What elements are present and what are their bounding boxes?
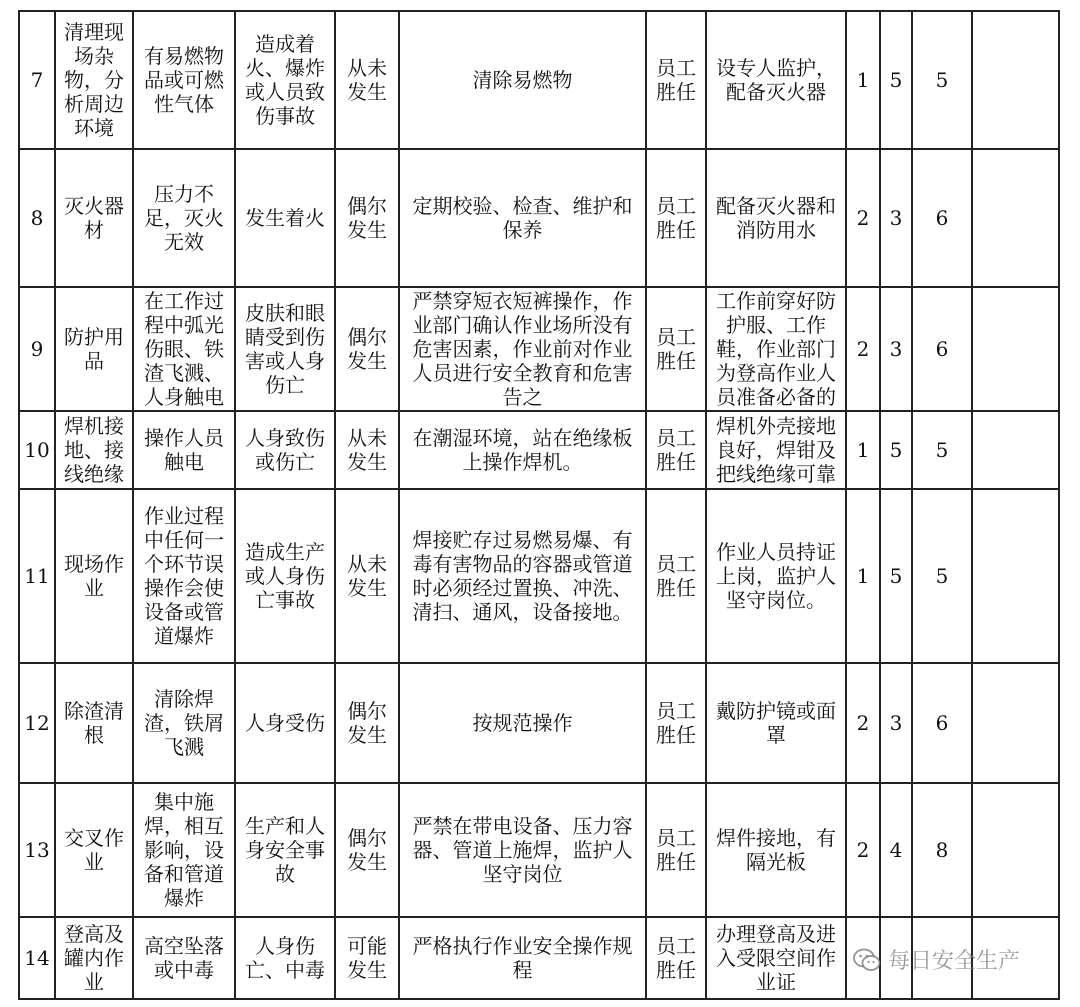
work-item: 清理现场杂物，分析周边环境	[55, 11, 133, 149]
hazard	[133, 287, 235, 411]
control-measures	[706, 287, 846, 411]
control-measures: 焊件接地，有隔光板	[706, 783, 846, 917]
work-item: 焊机接地、接线绝缘	[55, 411, 133, 489]
likelihood-value	[846, 917, 880, 999]
empty-cell	[972, 11, 1059, 149]
empty-cell	[972, 149, 1059, 287]
consequence: 人身受伤	[235, 663, 335, 783]
hazard: 清除焊渣，铁屑飞溅	[133, 663, 235, 783]
likelihood-value: 1	[846, 489, 880, 663]
hazard: 有易燃物品或可燃性气体	[133, 11, 235, 149]
row-number: 14	[19, 917, 55, 999]
table-row	[19, 663, 1059, 783]
competence: 员工胜任	[646, 149, 706, 287]
competence: 员工胜任	[646, 783, 706, 917]
competence: 员工胜任	[646, 489, 706, 663]
existing-measures: 定期校验、检查、维护和保养	[399, 149, 646, 287]
hazard-text: 在工作过程中弧光伤眼、铁渣飞溅、人身触电	[144, 289, 224, 409]
hazard: 集中施焊，相互影响，设备和管道爆炸	[133, 783, 235, 917]
measures-text: 严禁穿短衣短裤操作，作业部门确认作业场所没有危害因素，作业前对作业人员进行安全教育和危害告之	[412, 289, 633, 409]
table-row	[19, 489, 1059, 663]
competence: 员工胜任	[646, 287, 706, 411]
competence: 员工胜任	[646, 917, 706, 999]
risk-assessment-table	[18, 10, 1060, 1000]
existing-measures: 焊接贮存过易燃易爆、有毒有害物品的容器或管道时必须经过置换、冲洗、清扫、通风，设备接地。	[399, 489, 646, 663]
frequency: 从未发生	[335, 11, 399, 149]
severity-value: 3	[880, 287, 912, 411]
likelihood-value: 2	[846, 663, 880, 783]
hazard: 高空坠落或中毒	[133, 917, 235, 999]
control-measures: 作业人员持证上岗，监护人坚守岗位。	[706, 489, 846, 663]
consequence: 皮肤和眼睛受到伤害或人身伤亡	[235, 287, 335, 411]
hazard: 压力不足，灭火无效	[133, 149, 235, 287]
consequence: 人身伤亡、中毒	[235, 917, 335, 999]
likelihood-value: 2	[846, 783, 880, 917]
table-row	[19, 411, 1059, 489]
existing-measures: 严禁在带电设备、压力容器、管道上施焊，监护人坚守岗位	[399, 783, 646, 917]
existing-measures: 严格执行作业安全操作规程	[399, 917, 646, 999]
row-number: 7	[19, 11, 55, 149]
consequence: 生产和人身安全事故	[235, 783, 335, 917]
severity-value: 5	[880, 11, 912, 149]
work-item: 交叉作业	[55, 783, 133, 917]
work-item: 现场作业	[55, 489, 133, 663]
risk-value: 6	[912, 149, 972, 287]
table-row	[19, 917, 1059, 999]
empty-cell	[972, 783, 1059, 917]
competence: 员工胜任	[646, 663, 706, 783]
frequency: 偶尔发生	[335, 783, 399, 917]
work-item: 灭火器材	[55, 149, 133, 287]
table-row	[19, 149, 1059, 287]
frequency: 从未发生	[335, 411, 399, 489]
competence: 员工胜任	[646, 11, 706, 149]
risk-value: 6	[912, 663, 972, 783]
risk-value: 5	[912, 489, 972, 663]
risk-value: 6	[912, 287, 972, 411]
existing-measures	[399, 287, 646, 411]
empty-cell	[972, 489, 1059, 663]
likelihood-value: 2	[846, 287, 880, 411]
watermark-text: 每日安全生产	[888, 949, 1021, 974]
control-measures: 办理登高及进入受限空间作业证	[706, 917, 846, 999]
empty-cell	[972, 663, 1059, 783]
row-number: 10	[19, 411, 55, 489]
severity-value: 3	[880, 149, 912, 287]
control-measures: 配备灭火器和消防用水	[706, 149, 846, 287]
row-number: 12	[19, 663, 55, 783]
frequency: 偶尔发生	[335, 287, 399, 411]
work-item: 登高及罐内作业	[55, 917, 133, 999]
risk-value: 5	[912, 11, 972, 149]
severity-value: 5	[880, 411, 912, 489]
frequency: 偶尔发生	[335, 149, 399, 287]
severity-value	[880, 917, 912, 999]
empty-cell	[972, 287, 1059, 411]
risk-value: 8	[912, 783, 972, 917]
control-measures	[706, 411, 846, 489]
existing-measures: 在潮湿环境，站在绝缘板上操作焊机。	[399, 411, 646, 489]
risk-value	[912, 917, 972, 999]
work-item: 除渣清根	[55, 663, 133, 783]
control-text: 焊机外壳接地良好，焊钳及把线绝缘可靠	[716, 414, 836, 486]
frequency: 从未发生	[335, 489, 399, 663]
severity-value: 3	[880, 663, 912, 783]
row-number: 11	[19, 489, 55, 663]
severity-value: 4	[880, 783, 912, 917]
frequency: 偶尔发生	[335, 663, 399, 783]
row-number: 13	[19, 783, 55, 917]
table-row	[19, 783, 1059, 917]
frequency: 可能发生	[335, 917, 399, 999]
work-item: 防护用品	[55, 287, 133, 411]
consequence: 发生着火	[235, 149, 335, 287]
hazard: 操作人员触电	[133, 411, 235, 489]
consequence: 造成着火、爆炸或人员致伤事故	[235, 11, 335, 149]
hazard: 作业过程中任何一个环节误操作会使设备或管道爆炸	[133, 489, 235, 663]
row-number: 9	[19, 287, 55, 411]
control-measures: 戴防护镜或面罩	[706, 663, 846, 783]
existing-measures: 清除易燃物	[399, 11, 646, 149]
likelihood-value: 1	[846, 411, 880, 489]
competence: 员工胜任	[646, 411, 706, 489]
consequence: 造成生产或人身伤亡事故	[235, 489, 335, 663]
empty-cell	[972, 411, 1059, 489]
table-row	[19, 287, 1059, 411]
existing-measures: 按规范操作	[399, 663, 646, 783]
likelihood-value: 1	[846, 11, 880, 149]
control-text: 工作前穿好防护服、工作鞋，作业部门为登高作业人员准备必备的	[716, 289, 836, 409]
consequence: 人身致伤或伤亡	[235, 411, 335, 489]
control-measures: 设专人监护，配备灭火器	[706, 11, 846, 149]
risk-value: 5	[912, 411, 972, 489]
empty-cell	[972, 917, 1059, 999]
table-row	[19, 11, 1059, 149]
row-number: 8	[19, 149, 55, 287]
likelihood-value: 2	[846, 149, 880, 287]
severity-value: 5	[880, 489, 912, 663]
